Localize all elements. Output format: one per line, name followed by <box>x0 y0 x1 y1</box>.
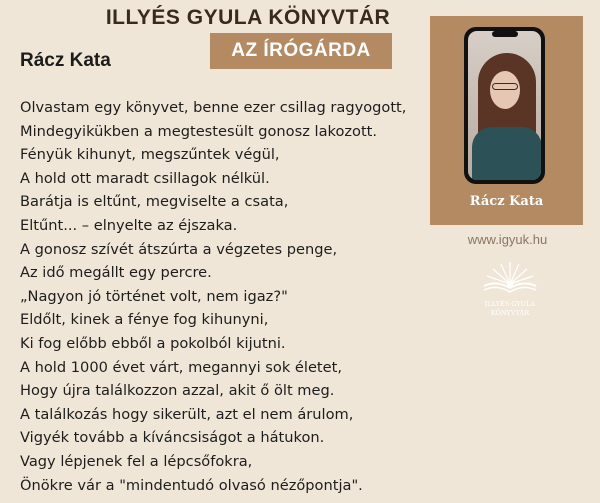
poem-line: A hold ott maradt csillagok nélkül. <box>20 169 270 187</box>
author-card <box>430 16 583 225</box>
poem-line: Ki fog előbb ebből a pokolból kijutni. <box>20 334 286 352</box>
poem-line: Olvastam egy könyvet, benne ezer csillag ragyogott, <box>20 99 407 116</box>
photo-shirt <box>472 127 541 180</box>
series-badge: AZ ÍRÓGÁRDA <box>210 33 392 69</box>
poem-line: Az idő megállt egy percre. <box>20 264 212 282</box>
book-sunburst-icon <box>470 258 550 298</box>
poem-line: Vagy lépjenek fel a lépcsőfokra, <box>20 452 253 470</box>
poem-line: Eldőlt, kinek a fénye fog kihunyni, <box>20 311 269 329</box>
poem-line: A gonosz szívét átszúrta a végzetes penge, <box>20 240 338 258</box>
author-name: Rácz Kata <box>20 50 111 71</box>
library-title: ILLYÉS GYULA KÖNYVTÁR <box>105 6 391 29</box>
phone-frame <box>464 27 545 184</box>
poem-line: A hold 1000 évet várt, megannyi sok életet, <box>20 358 342 376</box>
poem-line: Fényük kihunyt, megszűntek végül, <box>20 146 280 164</box>
author-photo <box>468 31 541 180</box>
photo-glasses <box>492 83 518 90</box>
poem-line: Eltűnt... – elnyelte az éjszaka. <box>20 216 238 234</box>
logo-text-line2: KÖNYVTÁR <box>490 309 530 317</box>
poem <box>20 96 430 497</box>
website-url: www.igyuk.hu <box>467 232 548 247</box>
logo-text-line1: ILLYÉS GYULA <box>484 300 536 308</box>
card-author-name: Rácz Kata <box>469 194 544 209</box>
poem-line: A találkozás hogy sikerült, azt el nem árulom, <box>20 405 354 423</box>
poem-line: „Nagyon jó történet volt, nem igaz?" <box>20 287 288 305</box>
poem-line: Önökre vár a "mindentudó olvasó nézőpontja". <box>20 476 363 494</box>
poem-line: Vigyék tovább a kíváncsiságot a hátukon. <box>20 429 325 447</box>
poem-line: Mindegyikükben a megtestesült gonosz lakozott. <box>20 122 378 140</box>
poem-line: Hogy újra találkozzon azzal, akit ő ölt meg. <box>20 382 335 400</box>
library-logo <box>470 258 550 324</box>
poem-line: Barátja is eltűnt, megviselte a csata, <box>20 193 289 211</box>
phone-notch <box>492 31 518 37</box>
photo-face <box>490 71 520 109</box>
